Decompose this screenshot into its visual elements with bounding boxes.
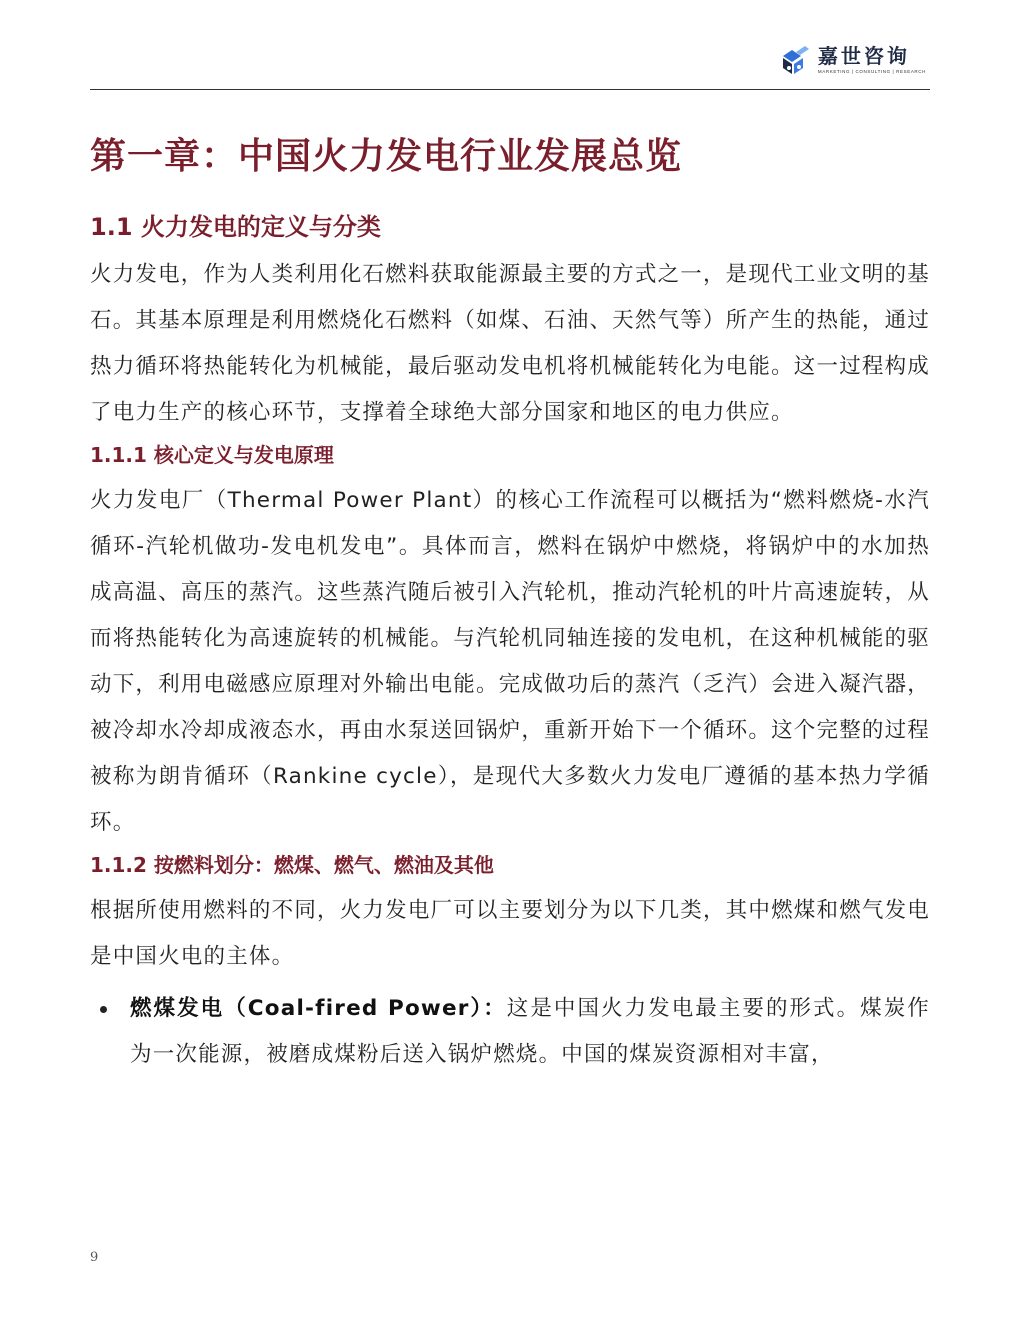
company-logo [780,44,926,84]
section-1-1-2-paragraph: 根据所使用燃料的不同，火力发电厂可以主要划分为以下几类，其中燃煤和燃气发电是中国火电的主体。 [90,898,930,969]
logo-text-block [818,44,926,75]
section-heading-1-1: 1.1 火力发电的定义与分类 [90,213,381,241]
page-content [90,128,930,1078]
section-heading-1-1-2: 1.1.2 按燃料划分：燃煤、燃气、燃油及其他 [90,853,494,877]
bullet-text: 这是中国火力发电最主要的形式。煤炭作为一次能源，被磨成煤粉后送入锅炉燃烧。中国的煤炭资源相对丰富， [130,996,930,1067]
logo-name: 嘉世咨询 [817,44,910,68]
logo-icon [780,46,810,76]
bullet-dot-icon [100,1006,107,1013]
bullet-term: 燃煤发电（Coal-fired Power）： [130,996,507,1021]
section-1-1-paragraph: 火力发电，作为人类利用化石燃料获取能源最主要的方式之一，是现代工业文明的基石。其基本原理是利用燃烧化石燃料（如煤、石油、天然气等）所产生的热能，通过热力循环将热能转化为机械能，最后驱动发电机将机械能转化为电能。这一过程构成了电力生产的核心环节，支撑着全球绝大部分国家和地区的电力供应。 [90,262,930,425]
section-heading-1-1-1: 1.1.1 核心定义与发电原理 [90,443,334,467]
page-number: 9 [90,1250,99,1265]
fuel-type-list [90,986,930,1078]
page-header [90,30,930,90]
logo-tagline: MARKETING | CONSULTING | RESEARCH [817,69,926,74]
list-item [90,986,930,1078]
section-1-1-1-paragraph: 火力发电厂（Thermal Power Plant）的核心工作流程可以概括为“燃料燃烧-水汽循环-汽轮机做功-发电机发电”。具体而言，燃料在锅炉中燃烧，将锅炉中的水加热成高温、高压的蒸汽。这些蒸汽随后被引入汽轮机，推动汽轮机的叶片高速旋转，从而将热能转化为高速旋转的机械能。与汽轮机同轴连接的发电机，在这种机械能的驱动下，利用电磁感应原理对外输出电能。完成做功后的蒸汽（乏汽）会进入凝汽器，被冷却水冷却成液态水，再由水泵送回锅炉，重新开始下一个循环。这个完整的过程被称为朗肯循环（Rankine cycle），是现代大多数火力发电厂遵循的基本热力学循环。 [90,488,930,835]
chapter-title: 第一章：中国火力发电行业发展总览 [90,135,683,177]
